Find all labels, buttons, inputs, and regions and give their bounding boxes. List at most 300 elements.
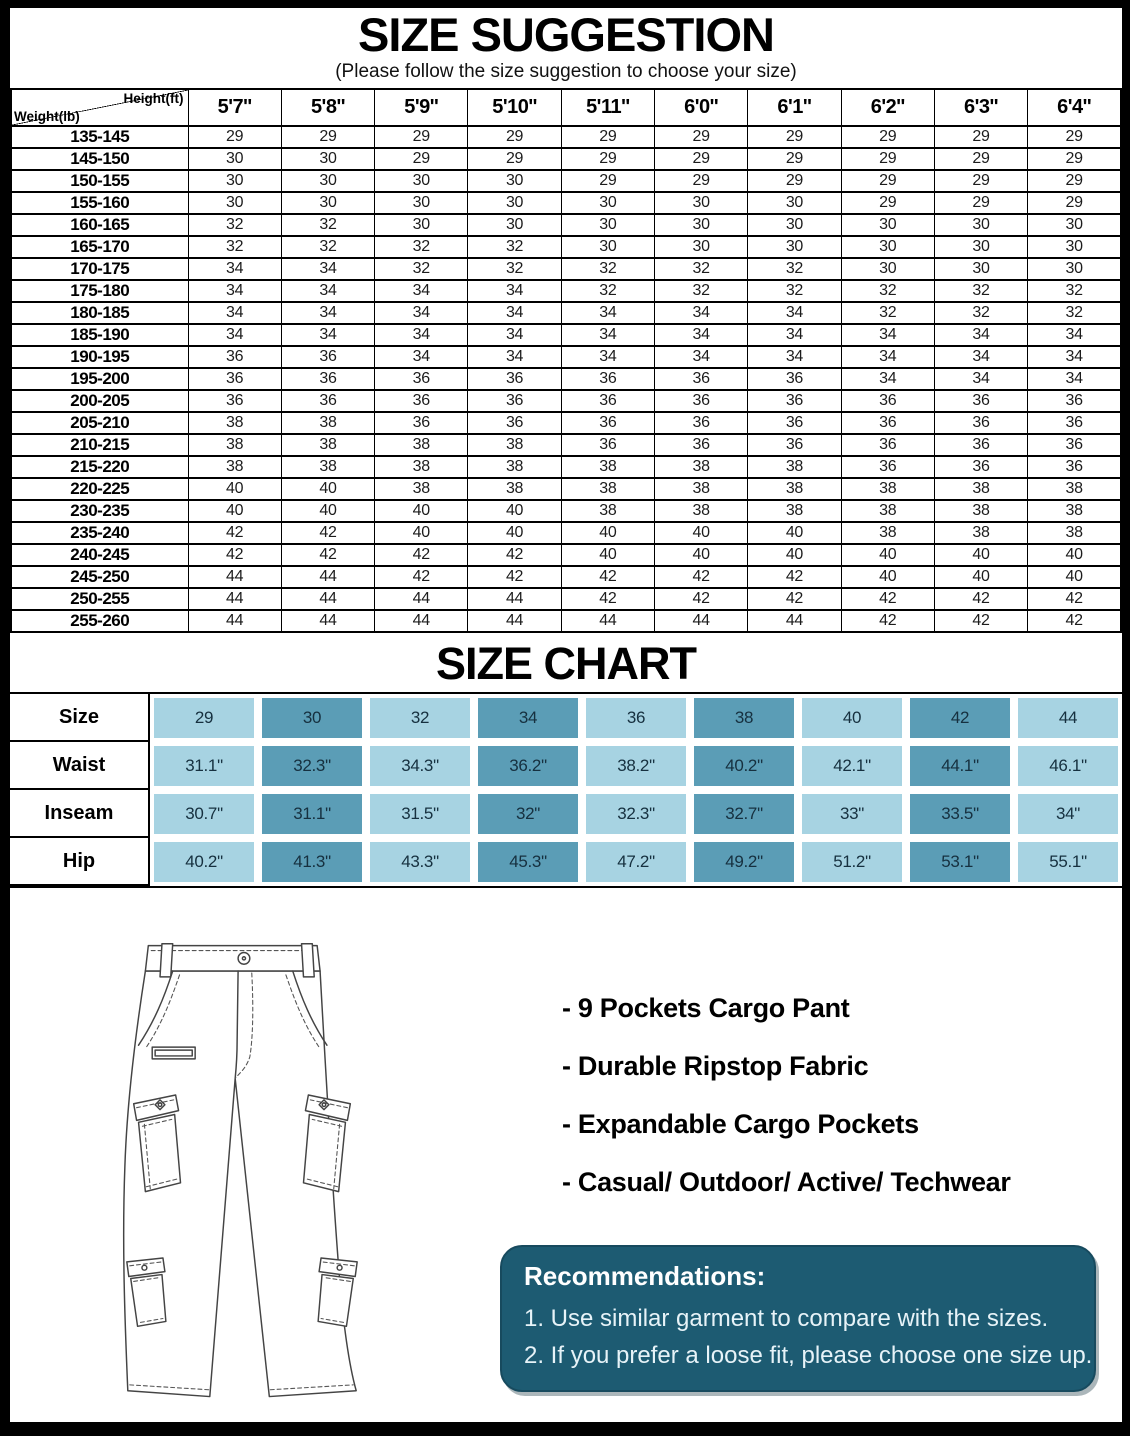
size-value-cell: 44 xyxy=(281,566,374,588)
size-value-cell: 29 xyxy=(748,170,841,192)
size-value-cell: 38 xyxy=(934,478,1027,500)
size-value-cell: 36 xyxy=(654,434,747,456)
size-value-cell: 32 xyxy=(748,280,841,302)
size-value-cell: 44 xyxy=(748,610,841,632)
size-value-cell: 30 xyxy=(375,170,468,192)
size-value-cell: 40 xyxy=(561,522,654,544)
size-value-cell: 36 xyxy=(468,368,561,390)
size-value-cell: 36 xyxy=(375,390,468,412)
weight-range-label: 230-235 xyxy=(11,500,188,522)
size-value-cell: 30 xyxy=(934,236,1027,258)
measurement-value-cell: 41.3" xyxy=(258,838,366,886)
size-value-cell: 36 xyxy=(561,412,654,434)
measurement-value-cell: 36.2" xyxy=(474,742,582,790)
size-value-cell: 30 xyxy=(561,214,654,236)
measurement-value-cell: 34.3" xyxy=(366,742,474,790)
size-value-cell: 36 xyxy=(748,434,841,456)
size-chart-row xyxy=(10,694,1122,742)
size-value-cell: 29 xyxy=(654,126,747,148)
size-value-cell: 29 xyxy=(841,148,934,170)
measurement-value-cell: 51.2" xyxy=(798,838,906,886)
measurement-value-cell: 44 xyxy=(1014,694,1122,742)
size-value-cell: 36 xyxy=(1028,390,1121,412)
measurement-value-cell: 45.3" xyxy=(474,838,582,886)
size-value-cell: 29 xyxy=(1028,148,1121,170)
height-weight-corner-cell xyxy=(11,89,188,126)
size-suggestion-row xyxy=(11,192,1121,214)
recommendations-title: Recommendations: xyxy=(524,1261,766,1292)
weight-range-label: 185-190 xyxy=(11,324,188,346)
size-value-cell: 30 xyxy=(1028,236,1121,258)
measurement-value-cell: 32 xyxy=(366,694,474,742)
size-value-cell: 34 xyxy=(468,280,561,302)
size-value-cell: 30 xyxy=(281,148,374,170)
measurement-value-cell: 34" xyxy=(1014,790,1122,838)
size-value-cell: 34 xyxy=(375,280,468,302)
size-value-cell: 40 xyxy=(468,500,561,522)
size-value-cell: 38 xyxy=(468,478,561,500)
size-value-cell: 36 xyxy=(748,412,841,434)
measurement-value-cell: 33" xyxy=(798,790,906,838)
height-column-header: 5'8'' xyxy=(281,89,374,126)
weight-range-label: 175-180 xyxy=(11,280,188,302)
size-value-cell: 34 xyxy=(375,302,468,324)
size-value-cell: 40 xyxy=(561,544,654,566)
measurement-value-cell: 40 xyxy=(798,694,906,742)
product-info-section xyxy=(10,888,1122,1420)
size-value-cell: 34 xyxy=(934,324,1027,346)
size-value-cell: 30 xyxy=(281,192,374,214)
weight-range-label: 155-160 xyxy=(11,192,188,214)
size-value-cell: 29 xyxy=(1028,126,1121,148)
size-value-cell: 36 xyxy=(841,390,934,412)
size-value-cell: 38 xyxy=(561,500,654,522)
size-value-cell: 34 xyxy=(561,302,654,324)
size-value-cell: 34 xyxy=(1028,368,1121,390)
size-value-cell: 29 xyxy=(748,148,841,170)
size-value-cell: 32 xyxy=(934,302,1027,324)
size-value-cell: 36 xyxy=(841,456,934,478)
size-suggestion-row xyxy=(11,368,1121,390)
feature-item: - Casual/ Outdoor/ Active/ Techwear xyxy=(562,1167,1011,1198)
size-value-cell: 44 xyxy=(188,610,281,632)
size-value-cell: 34 xyxy=(188,302,281,324)
size-suggestion-row xyxy=(11,280,1121,302)
size-value-cell: 32 xyxy=(1028,280,1121,302)
measurement-value-cell: 32.3" xyxy=(258,742,366,790)
measurement-value-cell: 36 xyxy=(582,694,690,742)
size-value-cell: 30 xyxy=(281,170,374,192)
size-value-cell: 36 xyxy=(468,390,561,412)
size-suggestion-row xyxy=(11,346,1121,368)
size-value-cell: 42 xyxy=(1028,610,1121,632)
size-value-cell: 42 xyxy=(654,588,747,610)
size-value-cell: 30 xyxy=(748,192,841,214)
measurement-value-cell: 53.1" xyxy=(906,838,1014,886)
size-value-cell: 40 xyxy=(281,500,374,522)
size-value-cell: 32 xyxy=(841,280,934,302)
size-value-cell: 29 xyxy=(561,170,654,192)
size-value-cell: 42 xyxy=(468,544,561,566)
size-value-cell: 30 xyxy=(468,214,561,236)
measurement-value-cell: 31.1" xyxy=(150,742,258,790)
recommendation-item: 2. If you prefer a loose fit, please choose one size up. xyxy=(524,1342,1093,1370)
weight-range-label: 205-210 xyxy=(11,412,188,434)
recommendations-items xyxy=(524,1300,1093,1374)
size-value-cell: 34 xyxy=(654,346,747,368)
size-value-cell: 40 xyxy=(188,500,281,522)
size-value-cell: 42 xyxy=(375,566,468,588)
size-value-cell: 40 xyxy=(748,544,841,566)
measurement-label: Hip xyxy=(10,838,150,886)
size-suggestion-row xyxy=(11,610,1121,632)
size-value-cell: 40 xyxy=(281,478,374,500)
size-value-cell: 38 xyxy=(281,412,374,434)
size-value-cell: 42 xyxy=(188,544,281,566)
size-suggestion-table xyxy=(10,88,1122,633)
size-value-cell: 36 xyxy=(654,368,747,390)
size-value-cell: 36 xyxy=(375,368,468,390)
size-value-cell: 32 xyxy=(561,258,654,280)
weight-range-label: 220-225 xyxy=(11,478,188,500)
size-value-cell: 30 xyxy=(188,192,281,214)
size-value-cell: 30 xyxy=(748,236,841,258)
measurement-value-cell: 30.7" xyxy=(150,790,258,838)
height-column-header: 5'10'' xyxy=(468,89,561,126)
size-value-cell: 38 xyxy=(841,522,934,544)
size-value-cell: 30 xyxy=(748,214,841,236)
size-value-cell: 36 xyxy=(748,368,841,390)
size-suggestion-row xyxy=(11,236,1121,258)
size-value-cell: 30 xyxy=(934,258,1027,280)
size-value-cell: 30 xyxy=(841,236,934,258)
measurement-value-cell: 55.1" xyxy=(1014,838,1122,886)
measurement-value-cell: 32" xyxy=(474,790,582,838)
size-value-cell: 34 xyxy=(375,346,468,368)
size-suggestion-row xyxy=(11,566,1121,588)
size-value-cell: 38 xyxy=(281,456,374,478)
size-value-cell: 36 xyxy=(934,390,1027,412)
size-value-cell: 38 xyxy=(841,478,934,500)
measurement-value-cell: 31.5" xyxy=(366,790,474,838)
size-value-cell: 34 xyxy=(934,346,1027,368)
size-suggestion-header-row xyxy=(11,89,1121,126)
size-value-cell: 30 xyxy=(841,214,934,236)
height-column-header: 6'1'' xyxy=(748,89,841,126)
measurement-value-cell: 40.2" xyxy=(150,838,258,886)
size-value-cell: 38 xyxy=(748,456,841,478)
size-value-cell: 36 xyxy=(934,412,1027,434)
size-chart-row xyxy=(10,742,1122,790)
size-value-cell: 44 xyxy=(188,566,281,588)
height-column-header: 5'9'' xyxy=(375,89,468,126)
height-column-header: 6'2'' xyxy=(841,89,934,126)
size-value-cell: 34 xyxy=(188,324,281,346)
size-value-cell: 29 xyxy=(934,148,1027,170)
size-value-cell: 40 xyxy=(841,544,934,566)
weight-range-label: 135-145 xyxy=(11,126,188,148)
size-value-cell: 30 xyxy=(934,214,1027,236)
size-value-cell: 36 xyxy=(654,390,747,412)
size-value-cell: 32 xyxy=(748,258,841,280)
size-value-cell: 36 xyxy=(188,390,281,412)
feature-list xyxy=(412,888,1122,1199)
measurement-value-cell: 44.1" xyxy=(906,742,1014,790)
size-value-cell: 36 xyxy=(561,368,654,390)
size-value-cell: 34 xyxy=(748,324,841,346)
size-value-cell: 42 xyxy=(281,544,374,566)
size-value-cell: 32 xyxy=(468,258,561,280)
size-value-cell: 36 xyxy=(841,412,934,434)
weight-range-label: 200-205 xyxy=(11,390,188,412)
measurement-value-cell: 46.1" xyxy=(1014,742,1122,790)
measurement-value-cell: 29 xyxy=(150,694,258,742)
size-value-cell: 32 xyxy=(934,280,1027,302)
size-suggestion-row xyxy=(11,412,1121,434)
size-suggestion-row xyxy=(11,170,1121,192)
size-value-cell: 40 xyxy=(654,544,747,566)
measurement-value-cell: 38.2" xyxy=(582,742,690,790)
size-value-cell: 29 xyxy=(841,126,934,148)
size-value-cell: 34 xyxy=(654,302,747,324)
size-value-cell: 38 xyxy=(281,434,374,456)
size-suggestion-subtitle: (Please follow the size suggestion to choose your size) xyxy=(335,60,797,82)
size-value-cell: 30 xyxy=(1028,258,1121,280)
measurement-label: Size xyxy=(10,694,150,742)
height-column-header: 5'11'' xyxy=(561,89,654,126)
size-value-cell: 34 xyxy=(748,302,841,324)
recommendations-box xyxy=(500,1245,1096,1392)
size-value-cell: 42 xyxy=(934,588,1027,610)
size-value-cell: 42 xyxy=(561,566,654,588)
size-value-cell: 30 xyxy=(468,192,561,214)
size-value-cell: 38 xyxy=(841,500,934,522)
size-value-cell: 42 xyxy=(934,610,1027,632)
weight-range-label: 145-150 xyxy=(11,148,188,170)
measurement-value-cell: 38 xyxy=(690,694,798,742)
weight-range-label: 240-245 xyxy=(11,544,188,566)
size-value-cell: 42 xyxy=(748,588,841,610)
size-value-cell: 34 xyxy=(748,346,841,368)
weight-range-label: 160-165 xyxy=(11,214,188,236)
size-suggestion-row xyxy=(11,434,1121,456)
size-value-cell: 44 xyxy=(281,588,374,610)
size-value-cell: 44 xyxy=(188,588,281,610)
size-value-cell: 40 xyxy=(375,500,468,522)
size-value-cell: 40 xyxy=(375,522,468,544)
size-value-cell: 29 xyxy=(188,126,281,148)
size-value-cell: 32 xyxy=(468,236,561,258)
height-column-header: 6'4'' xyxy=(1028,89,1121,126)
size-value-cell: 42 xyxy=(841,610,934,632)
size-value-cell: 34 xyxy=(1028,346,1121,368)
size-value-cell: 40 xyxy=(654,522,747,544)
size-suggestion-row xyxy=(11,478,1121,500)
size-value-cell: 40 xyxy=(468,522,561,544)
size-value-cell: 40 xyxy=(841,566,934,588)
size-value-cell: 44 xyxy=(468,588,561,610)
feature-item: - Expandable Cargo Pockets xyxy=(562,1109,919,1140)
size-value-cell: 38 xyxy=(1028,500,1121,522)
size-value-cell: 36 xyxy=(1028,434,1121,456)
size-value-cell: 38 xyxy=(375,434,468,456)
size-suggestion-title: SIZE SUGGESTION xyxy=(358,8,774,61)
size-value-cell: 42 xyxy=(654,566,747,588)
weight-range-label: 195-200 xyxy=(11,368,188,390)
size-value-cell: 38 xyxy=(654,500,747,522)
size-chart-title: SIZE CHART xyxy=(436,637,696,689)
size-value-cell: 38 xyxy=(188,434,281,456)
size-value-cell: 40 xyxy=(934,544,1027,566)
size-value-cell: 38 xyxy=(1028,522,1121,544)
weight-range-label: 170-175 xyxy=(11,258,188,280)
size-value-cell: 34 xyxy=(281,324,374,346)
size-value-cell: 38 xyxy=(468,434,561,456)
measurement-value-cell: 31.1" xyxy=(258,790,366,838)
weight-range-label: 190-195 xyxy=(11,346,188,368)
size-value-cell: 38 xyxy=(748,500,841,522)
size-value-cell: 32 xyxy=(841,302,934,324)
size-value-cell: 34 xyxy=(281,258,374,280)
weight-range-label: 180-185 xyxy=(11,302,188,324)
size-value-cell: 36 xyxy=(934,456,1027,478)
measurement-value-cell: 42 xyxy=(906,694,1014,742)
size-value-cell: 30 xyxy=(375,214,468,236)
size-value-cell: 38 xyxy=(654,456,747,478)
size-value-cell: 36 xyxy=(375,412,468,434)
size-value-cell: 30 xyxy=(468,170,561,192)
size-value-cell: 38 xyxy=(654,478,747,500)
cargo-pants-illustration xyxy=(72,932,412,1420)
weight-range-label: 255-260 xyxy=(11,610,188,632)
size-value-cell: 34 xyxy=(841,324,934,346)
size-value-cell: 40 xyxy=(188,478,281,500)
size-suggestion-row xyxy=(11,588,1121,610)
feature-item: - 9 Pockets Cargo Pant xyxy=(562,993,850,1024)
size-value-cell: 44 xyxy=(375,610,468,632)
size-value-cell: 34 xyxy=(281,280,374,302)
measurement-value-cell: 33.5" xyxy=(906,790,1014,838)
measurement-label: Waist xyxy=(10,742,150,790)
weight-range-label: 215-220 xyxy=(11,456,188,478)
size-suggestion-row xyxy=(11,500,1121,522)
size-value-cell: 36 xyxy=(841,434,934,456)
size-value-cell: 30 xyxy=(375,192,468,214)
size-value-cell: 44 xyxy=(561,610,654,632)
height-column-header: 6'0'' xyxy=(654,89,747,126)
size-value-cell: 38 xyxy=(748,478,841,500)
size-value-cell: 32 xyxy=(375,258,468,280)
size-value-cell: 36 xyxy=(188,368,281,390)
measurement-label: Inseam xyxy=(10,790,150,838)
size-value-cell: 32 xyxy=(281,214,374,236)
size-value-cell: 29 xyxy=(281,126,374,148)
weight-range-label: 150-155 xyxy=(11,170,188,192)
size-suggestion-row xyxy=(11,544,1121,566)
size-value-cell: 36 xyxy=(468,412,561,434)
size-value-cell: 40 xyxy=(1028,566,1121,588)
size-value-cell: 38 xyxy=(468,456,561,478)
recommendation-item: 1. Use similar garment to compare with the sizes. xyxy=(524,1305,1049,1333)
size-suggestion-row xyxy=(11,324,1121,346)
size-value-cell: 44 xyxy=(281,610,374,632)
size-value-cell: 32 xyxy=(188,236,281,258)
measurement-value-cell: 47.2" xyxy=(582,838,690,886)
size-value-cell: 40 xyxy=(1028,544,1121,566)
size-value-cell: 34 xyxy=(841,368,934,390)
measurement-value-cell: 40.2" xyxy=(690,742,798,790)
size-value-cell: 34 xyxy=(375,324,468,346)
height-column-header: 6'3'' xyxy=(934,89,1027,126)
size-value-cell: 29 xyxy=(654,170,747,192)
size-value-cell: 29 xyxy=(1028,192,1121,214)
size-value-cell: 32 xyxy=(188,214,281,236)
size-value-cell: 29 xyxy=(748,126,841,148)
size-value-cell: 42 xyxy=(561,588,654,610)
size-value-cell: 30 xyxy=(654,236,747,258)
size-value-cell: 38 xyxy=(188,412,281,434)
size-value-cell: 36 xyxy=(188,346,281,368)
size-value-cell: 29 xyxy=(841,192,934,214)
product-details-column xyxy=(412,888,1122,1392)
size-value-cell: 29 xyxy=(934,170,1027,192)
size-value-cell: 34 xyxy=(841,346,934,368)
weight-range-label: 210-215 xyxy=(11,434,188,456)
size-value-cell: 38 xyxy=(375,456,468,478)
size-value-cell: 36 xyxy=(1028,456,1121,478)
size-suggestion-row xyxy=(11,214,1121,236)
size-value-cell: 29 xyxy=(841,170,934,192)
size-value-cell: 42 xyxy=(468,566,561,588)
size-value-cell: 29 xyxy=(934,126,1027,148)
size-value-cell: 30 xyxy=(561,236,654,258)
size-suggestion-row xyxy=(11,456,1121,478)
size-value-cell: 34 xyxy=(188,280,281,302)
size-value-cell: 34 xyxy=(561,346,654,368)
size-value-cell: 32 xyxy=(281,236,374,258)
size-value-cell: 38 xyxy=(1028,478,1121,500)
size-value-cell: 34 xyxy=(468,324,561,346)
size-value-cell: 34 xyxy=(934,368,1027,390)
size-value-cell: 29 xyxy=(654,148,747,170)
size-value-cell: 29 xyxy=(375,148,468,170)
size-value-cell: 32 xyxy=(654,258,747,280)
size-value-cell: 38 xyxy=(561,456,654,478)
size-value-cell: 29 xyxy=(1028,170,1121,192)
size-value-cell: 44 xyxy=(468,610,561,632)
weight-range-label: 250-255 xyxy=(11,588,188,610)
weight-range-label: 165-170 xyxy=(11,236,188,258)
size-value-cell: 42 xyxy=(1028,588,1121,610)
size-value-cell: 38 xyxy=(188,456,281,478)
size-value-cell: 32 xyxy=(1028,302,1121,324)
size-value-cell: 36 xyxy=(281,368,374,390)
size-value-cell: 36 xyxy=(561,434,654,456)
height-axis-label: Height(ft) xyxy=(123,90,184,106)
size-value-cell: 30 xyxy=(188,148,281,170)
size-value-cell: 34 xyxy=(468,302,561,324)
size-value-cell: 32 xyxy=(561,280,654,302)
size-value-cell: 30 xyxy=(1028,214,1121,236)
measurement-value-cell: 30 xyxy=(258,694,366,742)
size-value-cell: 42 xyxy=(841,588,934,610)
size-value-cell: 38 xyxy=(375,478,468,500)
size-value-cell: 30 xyxy=(188,170,281,192)
size-value-cell: 32 xyxy=(654,280,747,302)
size-value-cell: 29 xyxy=(375,126,468,148)
size-suggestion-row xyxy=(11,258,1121,280)
size-value-cell: 42 xyxy=(375,544,468,566)
